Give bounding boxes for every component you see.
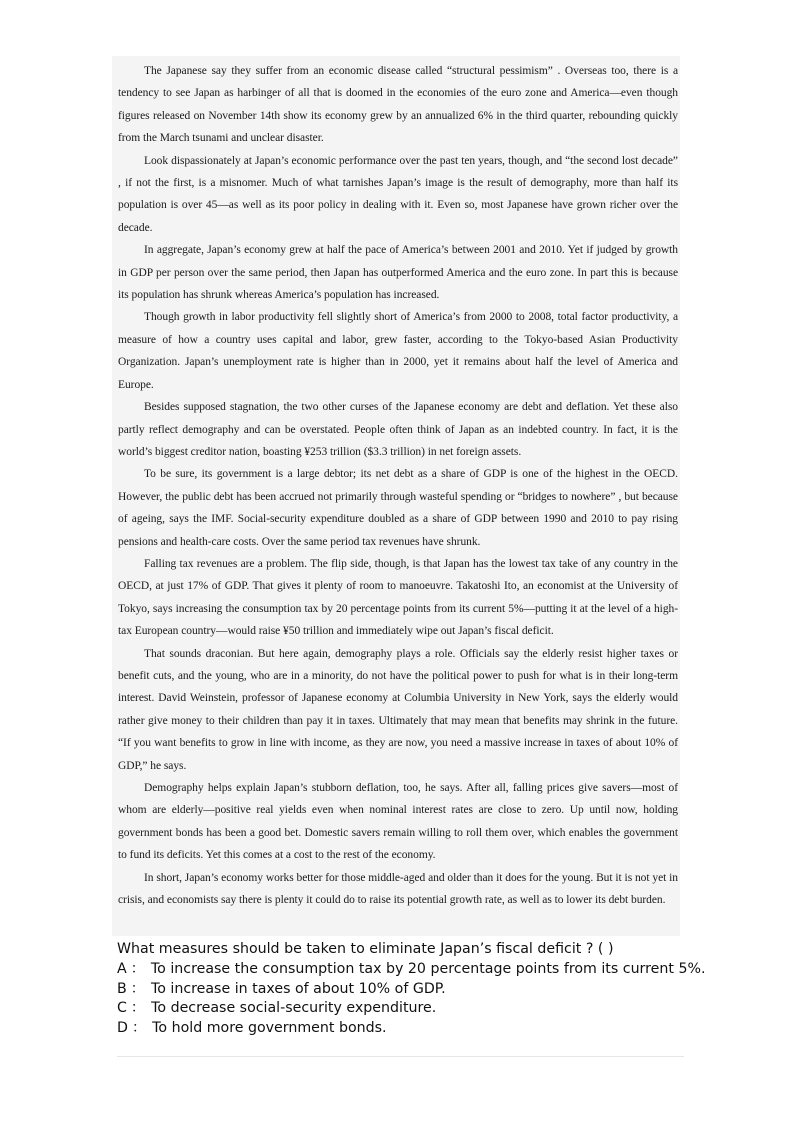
article-paragraph: Besides supposed stagnation, the two other curses of the Japanese economy are debt and deflation. Yet these also partly reflect demography and can be overstated. People often think of Japan as an indebted country. In fact, it is the world’s biggest creditor nation, boasting ¥253 trillion ($3.3 trillion) in net foreign assets. [118, 401, 678, 458]
option-c[interactable] [117, 999, 717, 1019]
option-letter: A [117, 960, 127, 977]
article-paragraph: That sounds draconian. But here again, demography plays a role. Officials say the elderly resist higher taxes or benefit cuts, and the young, who are in a minority, do not have the political power to push for what is in their long-term interest. David Weinstein, professor of Japanese economy at Columbia University in New York, says the elderly would rather give money to their children than pay it in taxes. Ultimately that may mean that benefits may shrink in the future. “If you want benefits to grow in line with income, as they are now, you need a massive increase in taxes of about 10% of GDP,” he says. [118, 647, 678, 772]
option-separator: ： [130, 980, 145, 997]
option-d[interactable] [117, 1019, 717, 1039]
article-paragraph: To be sure, its government is a large debtor; its net debt as a share of GDP is one of the highest in the OECD. However, the public debt has been accrued not primarily through wasteful spending or “bridges to nowhere” , but because of ageing, says the IMF. Social-security expenditure doubled as a share of GDP between 1990 and 2010 to pay rising pensions and health-care costs. Over the same period tax revenues have shrunk. [118, 468, 678, 548]
article-body [112, 56, 680, 911]
article-scan [112, 56, 680, 936]
option-letter: C [117, 1000, 127, 1017]
option-text: To decrease social-security expenditure. [151, 1000, 437, 1017]
option-separator: ： [130, 960, 145, 977]
option-letter: D [117, 1020, 128, 1037]
question-stem: What measures should be taken to eliminate Japan’s fiscal deficit ? ( ) [117, 941, 614, 957]
article-paragraph: The Japanese say they suffer from an economic disease called “structural pessimism” . Overseas too, there is a tendency to see Japan as harbinger of all that is doomed in the economies of the euro zone and America—even though figures released on November 14th show its economy grew by an annualized 6% in the third quarter, rebounding quickly from the March tsunami and unclear disaster. [118, 65, 678, 145]
option-text: To increase the consumption tax by 20 percentage points from its current 5%. [150, 960, 706, 977]
article-paragraph: Falling tax revenues are a problem. The flip side, though, is that Japan has the lowest tax take of any country in the OECD, at just 17% of GDP. That gives it plenty of room to manoeuvre. Takatoshi Ito, an economist at the University of Tokyo, says increasing the consumption tax by 20 percentage points from its current 5%—putting it at the level of a high-tax European country—would raise ¥50 trillion and immediately wipe out Japan’s fiscal deficit. [118, 557, 678, 638]
option-separator: ： [130, 1000, 146, 1017]
option-text: To increase in taxes of about 10% of GDP. [150, 980, 446, 997]
article-paragraph: Though growth in labor productivity fell slightly short of America’s from 2000 to 2008, total factor productivity, a measure of how a country uses capital and labor, grew faster, according to the Tokyo-based Asian Productivity Organization. Japan’s unemployment rate is higher than in 2000, yet it remains about half the level of America and Europe. [118, 311, 678, 391]
article-paragraph: In aggregate, Japan’s economy grew at half the pace of America’s between 2001 and 2010. Yet if judged by growth in GDP per person over the same period, then Japan has outperformed America and the euro zone. In part this is because its population has shrunk whereas America’s population has increased. [118, 244, 678, 302]
option-separator: ： [131, 1020, 147, 1037]
divider [117, 1056, 684, 1057]
option-letter: B [117, 980, 127, 997]
option-text: To hold more government bonds. [152, 1020, 387, 1037]
article-paragraph: In short, Japan’s economy works better for those middle-aged and older than it does for the young. But it is not yet in crisis, and economists say there is plenty it could do to raise its potential growth rate, as well as to lower its debt burden. [118, 871, 678, 907]
option-a[interactable] [117, 960, 717, 980]
article-paragraph: Demography helps explain Japan’s stubborn deflation, too, he says. After all, falling prices give savers—most of whom are elderly—positive real yields even when nominal interest rates are close to zero. Up until now, holding government bonds has been a good bet. Domestic savers remain willing to roll them over, which enables the government to fund its deficits. Yet this comes at a cost to the rest of the economy. [118, 782, 678, 862]
option-b[interactable] [117, 980, 717, 1000]
question-block [117, 940, 717, 1039]
article-paragraph: Look dispassionately at Japan’s economic performance over the past ten years, though, and “the second lost decade” , if not the first, is a misnomer. Much of what tarnishes Japan’s image is the result of demography, more than half its population is over 45—as well as its poor policy in dealing with it. Even so, most Japanese have grown richer over the decade. [118, 154, 678, 234]
